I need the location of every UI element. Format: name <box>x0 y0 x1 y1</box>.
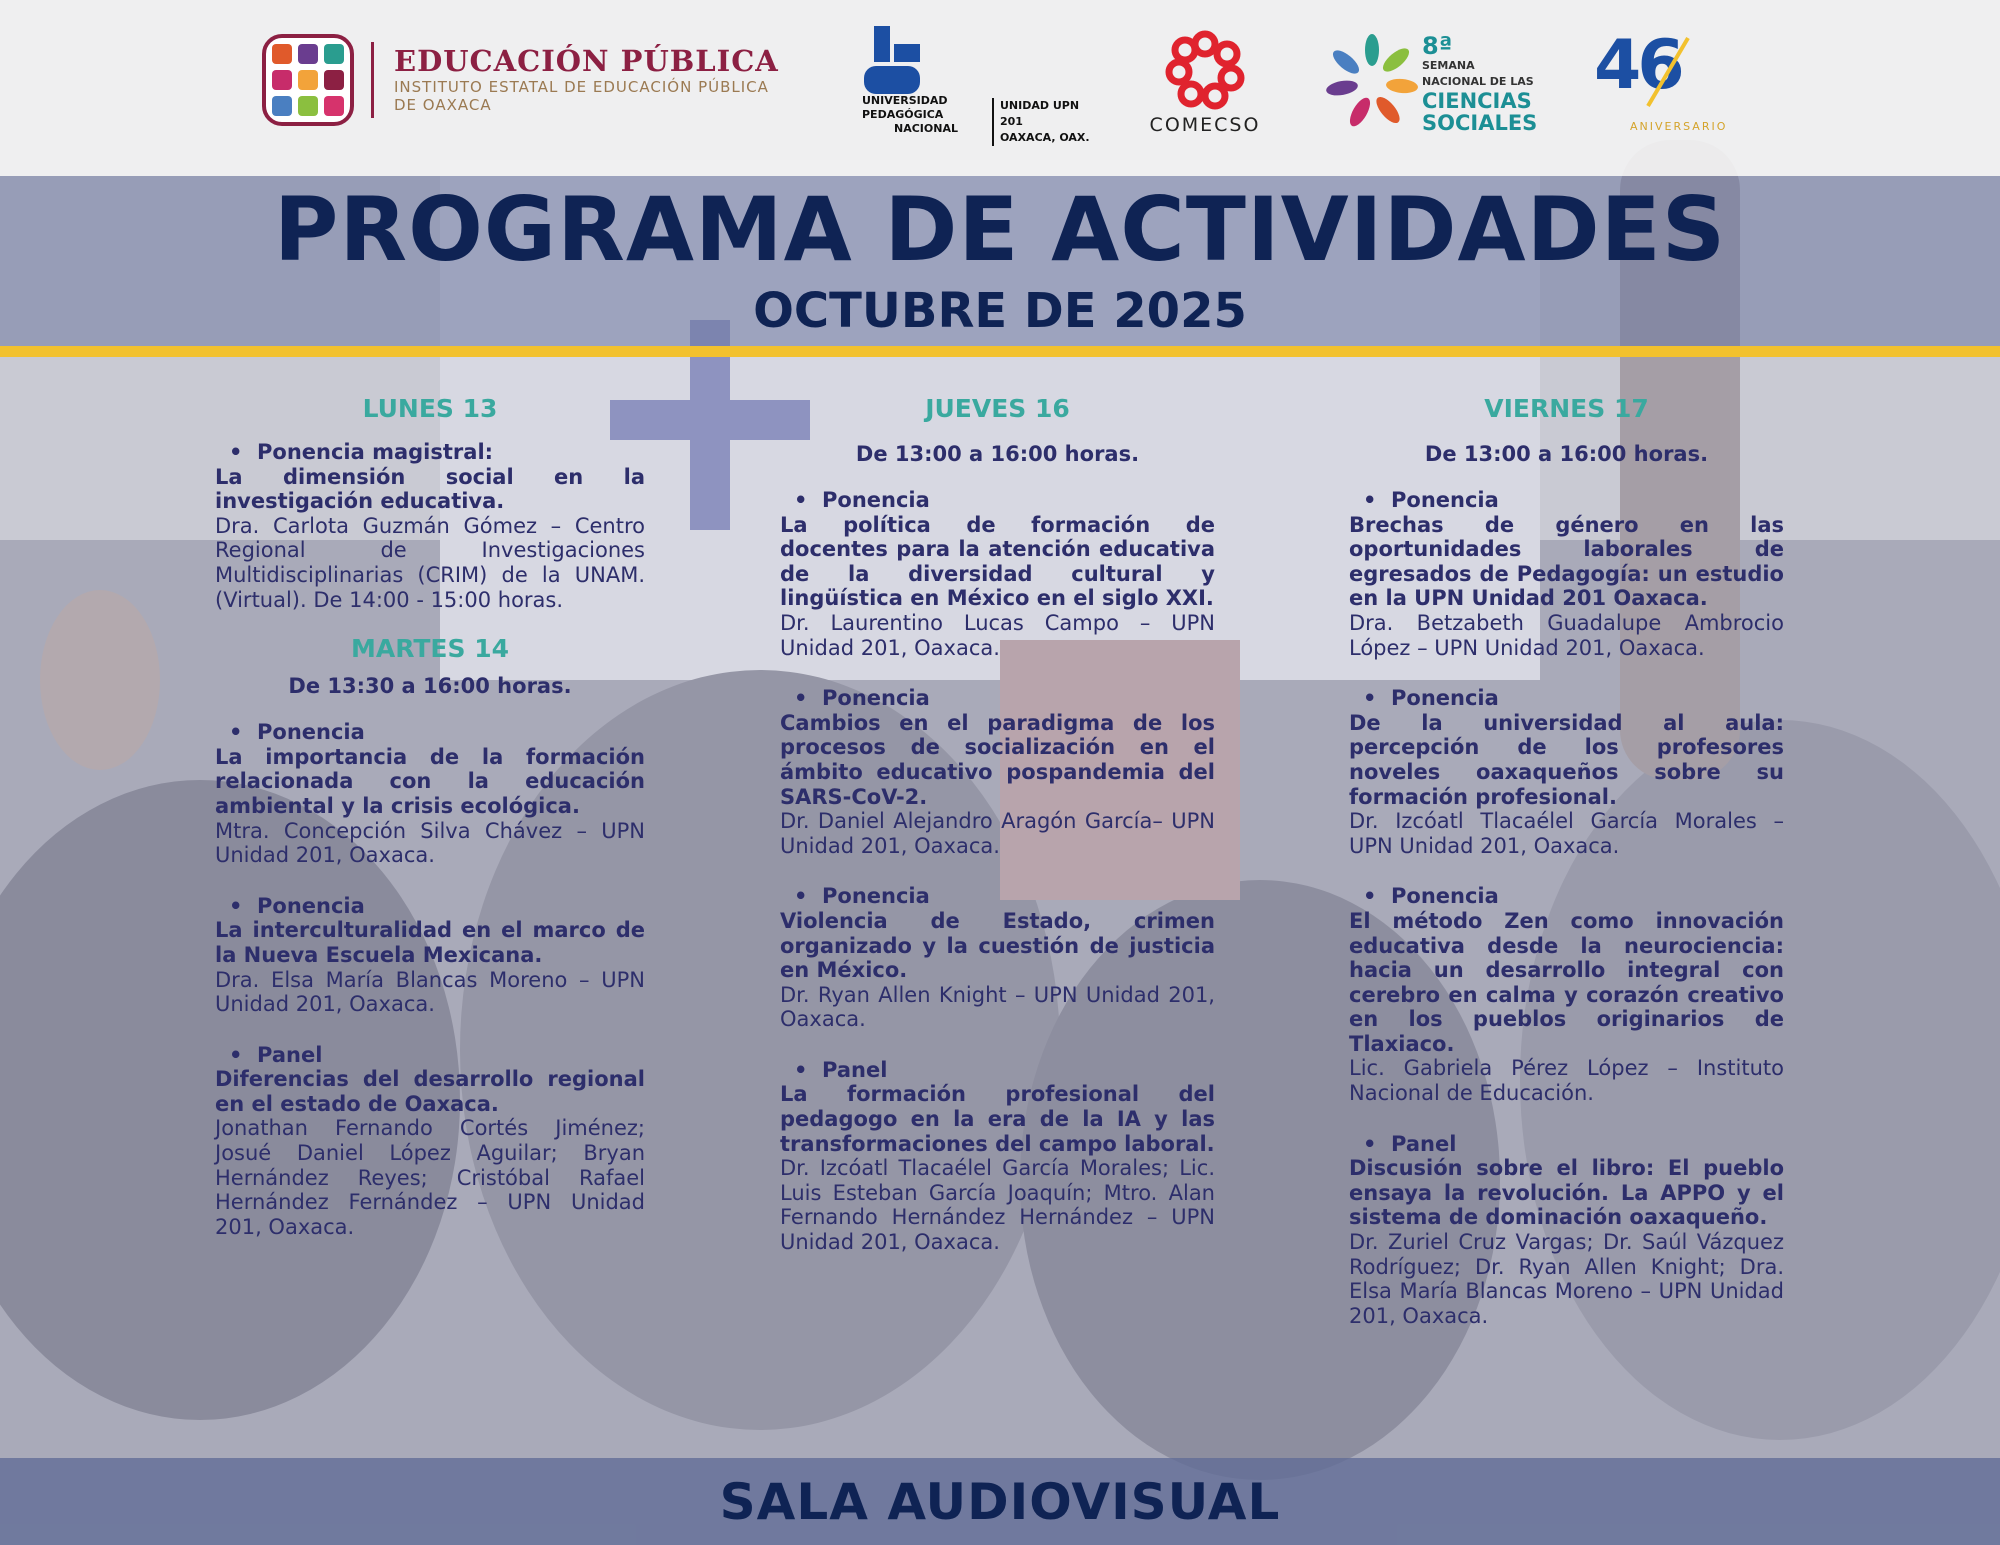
semana-line-2: NACIONAL DE LAS <box>1422 75 1534 88</box>
activity-title: La dimensión social en la investigación educativa. <box>215 464 645 514</box>
day-hours: De 13:00 a 16:00 horas. <box>855 442 1140 466</box>
semana-line-4: SOCIALES <box>1422 111 1538 135</box>
day-block <box>1349 392 1784 1328</box>
edu-subtitle-2: DE OAXACA <box>394 96 492 114</box>
upn-line-3: NACIONAL <box>894 122 958 135</box>
day-block <box>780 392 1215 1255</box>
activity-title: Violencia de Estado, crimen organizado y la cuestión de justicia en México. <box>780 908 1215 983</box>
activity-title: La política de formación de docentes para la atención educativa de la diversidad cultural y lingüística en México en el siglo XXI. <box>780 512 1215 611</box>
semana-line-1: SEMANA <box>1422 59 1475 72</box>
semana-burst-icon <box>1326 30 1418 130</box>
activity-type: • Ponencia <box>780 884 1215 909</box>
day-hours: De 13:00 a 16:00 horas. <box>1424 442 1709 466</box>
activity-speakers: Jonathan Fernando Cortés Jiménez; Josué Daniel López Aguilar; Bryan Hernández Reyes; Cristóbal Rafael Hernández Fernández – UPN Unidad 201, Oaxaca. <box>215 1116 645 1239</box>
activity-speakers: Dra. Elsa María Blancas Moreno – UPN Unidad 201, Oaxaca. <box>215 967 645 1017</box>
activity-title: Brechas de género en las oportunidades laborales de egresados de Pedagogía: un estudio en la UPN Unidad 201 Oaxaca. <box>1349 512 1784 611</box>
venue-label: SALA AUDIOVISUAL <box>719 1472 1281 1531</box>
activity-title: Discusión sobre el libro: El pueblo ensaya la revolución. La APPO y el sistema de dominación oaxaqueño. <box>1349 1156 1784 1230</box>
activity-speakers: Dr. Daniel Alejandro Aragón García– UPN Unidad 201, Oaxaca. <box>780 809 1215 858</box>
day-heading: VIERNES 17 <box>1484 394 1649 423</box>
activity-type: • Ponencia <box>1349 884 1784 909</box>
edu-title: EDUCACIÓN PÚBLICA <box>394 44 779 78</box>
venue-footer <box>0 1458 2000 1545</box>
activity-speakers: Dr. Izcóatl Tlacaélel García Morales; Lic. Luis Esteban García Joaquín; Mtro. Alan Fernando Hernández Hernández – UPN Unidad 201, Oaxaca. <box>780 1156 1215 1255</box>
aniversario-number: 46 <box>1594 26 1681 105</box>
day-heading: LUNES 13 <box>362 394 498 423</box>
aniversario-logo <box>1594 28 1744 140</box>
activity-item <box>1349 1132 1784 1329</box>
schedule-column-2 <box>780 392 1215 1281</box>
activity-speakers: Dr. Izcóatl Tlacaélel García Morales – UPN Unidad 201, Oaxaca. <box>1349 809 1784 858</box>
upn-logo <box>862 26 1092 146</box>
upn-unit-1: UNIDAD UPN 201 <box>1000 99 1080 128</box>
day-block <box>215 632 645 1239</box>
semana-number: 8ª <box>1422 32 1453 60</box>
day-heading: JUEVES 16 <box>925 394 1070 423</box>
activity-item <box>780 488 1215 660</box>
upn-line-2: PEDAGÓGICA <box>862 108 944 121</box>
activity-type: • Panel <box>1349 1132 1784 1157</box>
logo-separator <box>371 42 374 118</box>
activity-type: • Ponencia <box>1349 488 1784 513</box>
semana-line-3: CIENCIAS <box>1422 89 1532 113</box>
activity-title: El método Zen como innovación educativa desde la neurociencia: hacia un desarrollo integral con cerebro en calma y corazón creativo en los pueblos originarios de Tlaxiaco. <box>1349 908 1784 1056</box>
schedule-column-3 <box>1349 392 1784 1354</box>
activity-type: • Ponencia <box>215 720 645 745</box>
activity-item <box>1349 686 1784 858</box>
activity-type: • Ponencia magistral: <box>215 440 645 465</box>
activity-type: • Ponencia <box>780 686 1215 711</box>
comecso-emblem-icon <box>1163 28 1247 112</box>
activity-type: • Ponencia <box>1349 686 1784 711</box>
activity-type: • Ponencia <box>780 488 1215 513</box>
activity-speakers: Mtra. Concepción Silva Chávez – UPN Unidad 201, Oaxaca. <box>215 818 645 868</box>
educacion-publica-logo <box>394 44 779 114</box>
day-hours: De 13:30 a 16:00 horas. <box>288 674 572 699</box>
activity-item <box>1349 488 1784 660</box>
aniversario-slash-icon <box>1638 32 1698 112</box>
educacion-publica-emblem-icon <box>262 34 354 126</box>
activity-speakers: Dr. Zuriel Cruz Vargas; Dr. Saúl Vázquez Rodríguez; Dr. Ryan Allen Knight; Dra. Elsa María Blancas Moreno – UPN Unidad 201, Oaxaca. <box>1349 1230 1784 1328</box>
activity-item <box>1349 884 1784 1105</box>
activity-speakers: Dra. Carlota Guzmán Gómez – Centro Regional de Investigaciones Multidisciplinarias (CRIM) de la UNAM. (Virtual). De 14:00 - 15:00 horas. <box>215 513 645 612</box>
activity-item <box>215 894 645 1017</box>
activity-item <box>780 884 1215 1032</box>
schedule-column-1 <box>215 392 645 1265</box>
activity-title: Diferencias del desarrollo regional en el estado de Oaxaca. <box>215 1067 645 1116</box>
aniversario-label: ANIVERSARIO <box>1630 120 1728 133</box>
upn-mark-icon <box>864 26 924 96</box>
activity-item <box>215 440 645 612</box>
page-subtitle: OCTUBRE DE 2025 <box>753 283 1247 339</box>
activity-title: De la universidad al aula: percepción de los profesores noveles oaxaqueños sobre su formación profesional. <box>1349 710 1784 809</box>
page-title: PROGRAMA DE ACTIVIDADES <box>273 178 1727 281</box>
accent-divider <box>0 346 2000 357</box>
activity-title: La importancia de la formación relacionada con la educación ambiental y la crisis ecológica. <box>215 744 645 818</box>
activity-speakers: Dr. Ryan Allen Knight – UPN Unidad 201, Oaxaca. <box>780 982 1215 1032</box>
edu-subtitle-1: INSTITUTO ESTATAL DE EDUCACIÓN PÚBLICA <box>394 78 769 96</box>
day-heading: MARTES 14 <box>351 634 509 664</box>
activity-speakers: Dr. Laurentino Lucas Campo – UPN Unidad 201, Oaxaca. <box>780 610 1215 660</box>
activity-speakers: Dra. Betzabeth Guadalupe Ambrocio López – UPN Unidad 201, Oaxaca. <box>1349 610 1784 660</box>
activity-type: • Panel <box>215 1043 645 1068</box>
activity-item <box>780 686 1215 858</box>
activity-item <box>780 1058 1215 1255</box>
comecso-label: COMECSO <box>1149 114 1261 136</box>
activity-item <box>215 1043 645 1240</box>
upn-line-1: UNIVERSIDAD <box>862 94 948 107</box>
comecso-logo <box>1140 28 1270 138</box>
activity-title: La interculturalidad en el marco de la Nueva Escuela Mexicana. <box>215 918 645 967</box>
activity-item <box>215 720 645 868</box>
day-block <box>215 392 645 612</box>
activity-title: Cambios en el paradigma de los procesos de socialización en el ámbito educativo pospandemia del SARS-CoV-2. <box>780 710 1215 809</box>
activity-type: • Ponencia <box>215 894 645 919</box>
activity-speakers: Lic. Gabriela Pérez López – Instituto Nacional de Educación. <box>1349 1056 1784 1106</box>
activity-title: La formación profesional del pedagogo en la era de la IA y las transformaciones del campo laboral. <box>780 1082 1215 1156</box>
upn-unit-2: OAXACA, OAX. <box>1000 131 1090 144</box>
activity-type: • Panel <box>780 1058 1215 1083</box>
semana-ciencias-sociales-logo <box>1326 30 1536 140</box>
